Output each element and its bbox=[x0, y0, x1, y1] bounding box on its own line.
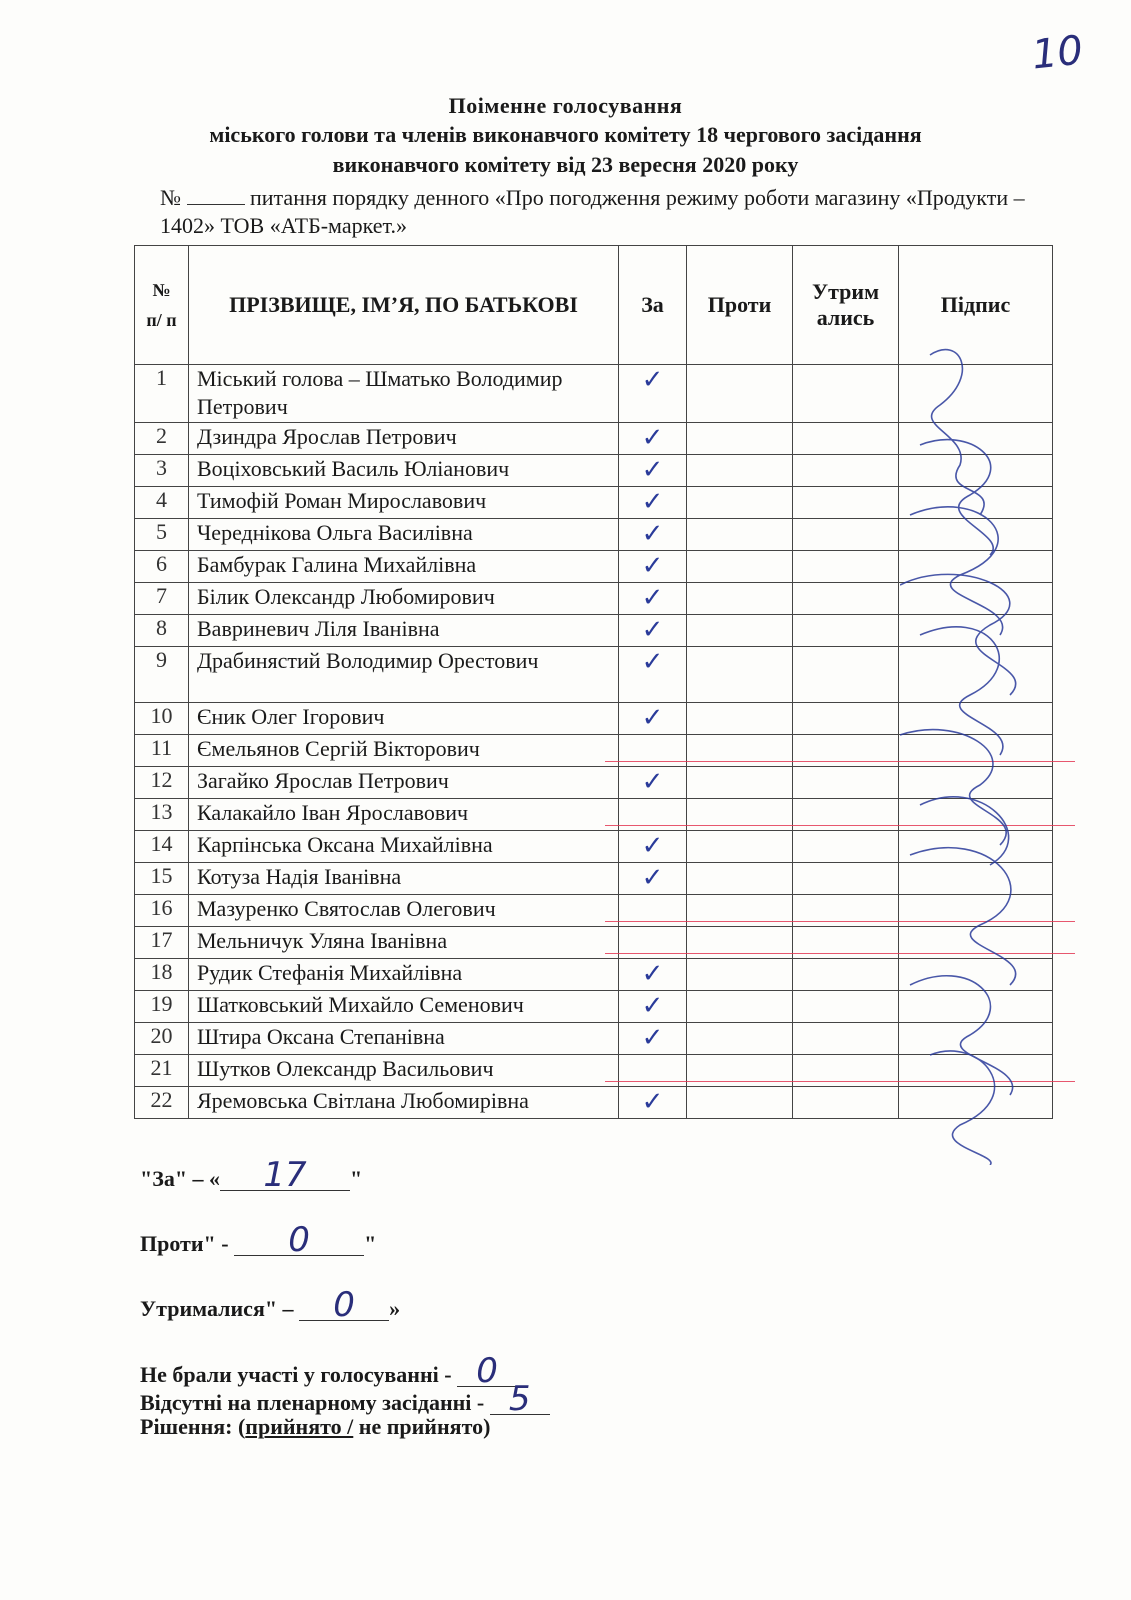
row-for-cell bbox=[619, 831, 687, 863]
check-mark-icon: ✓ bbox=[641, 615, 664, 645]
row-against-cell bbox=[687, 583, 793, 615]
row-signature-cell bbox=[899, 365, 1053, 423]
row-abstain-cell bbox=[793, 519, 899, 551]
summary-against bbox=[140, 1220, 377, 1260]
row-name: Єник Олег Ігорович bbox=[189, 703, 619, 735]
vote-table bbox=[134, 245, 1053, 1119]
row-name: Череднікова Ольга Василівна bbox=[189, 519, 619, 551]
row-signature-cell bbox=[899, 767, 1053, 799]
summary-for bbox=[140, 1155, 363, 1195]
row-for-cell bbox=[619, 703, 687, 735]
row-number: 2 bbox=[135, 423, 189, 455]
table-row bbox=[135, 799, 1053, 831]
header-name: ПРІЗВИЩЕ, ІМ’Я, ПО БАТЬКОВІ bbox=[189, 246, 619, 365]
row-number: 8 bbox=[135, 615, 189, 647]
row-abstain-cell bbox=[793, 991, 899, 1023]
summary-absent-label: Відсутні на пленарному засіданні - bbox=[140, 1390, 485, 1415]
row-for-cell bbox=[619, 767, 687, 799]
row-number: 9 bbox=[135, 647, 189, 703]
check-mark-icon: ✓ bbox=[641, 365, 664, 395]
header-signature: Підпис bbox=[899, 246, 1053, 365]
row-against-cell bbox=[687, 991, 793, 1023]
row-for-cell bbox=[619, 735, 687, 767]
row-against-cell bbox=[687, 487, 793, 519]
decision-label: Рішення: ( bbox=[140, 1414, 246, 1439]
row-abstain-cell bbox=[793, 1087, 899, 1119]
check-mark-icon: ✓ bbox=[641, 423, 664, 453]
row-against-cell bbox=[687, 799, 793, 831]
row-against-cell bbox=[687, 615, 793, 647]
row-name: Воціховський Василь Юліанович bbox=[189, 455, 619, 487]
table-row bbox=[135, 959, 1053, 991]
row-for-cell bbox=[619, 991, 687, 1023]
summary-decision bbox=[140, 1414, 490, 1440]
check-mark-icon: ✓ bbox=[641, 487, 664, 517]
row-for-cell bbox=[619, 647, 687, 703]
table-row bbox=[135, 927, 1053, 959]
summary-against-end: " bbox=[364, 1231, 377, 1256]
table-row bbox=[135, 1023, 1053, 1055]
row-for-cell bbox=[619, 895, 687, 927]
row-signature-cell bbox=[899, 991, 1053, 1023]
row-abstain-cell bbox=[793, 1055, 899, 1087]
row-for-cell bbox=[619, 1023, 687, 1055]
row-against-cell bbox=[687, 1023, 793, 1055]
row-abstain-cell bbox=[793, 767, 899, 799]
table-row bbox=[135, 455, 1053, 487]
row-against-cell bbox=[687, 1087, 793, 1119]
row-number: 21 bbox=[135, 1055, 189, 1087]
row-number: 22 bbox=[135, 1087, 189, 1119]
row-against-cell bbox=[687, 365, 793, 423]
row-for-cell bbox=[619, 551, 687, 583]
summary-against-label: Проти" - bbox=[140, 1231, 229, 1256]
row-abstain-cell bbox=[793, 703, 899, 735]
check-mark-icon: ✓ bbox=[641, 991, 664, 1021]
row-number: 13 bbox=[135, 799, 189, 831]
row-for-cell bbox=[619, 487, 687, 519]
row-for-cell bbox=[619, 799, 687, 831]
row-abstain-cell bbox=[793, 423, 899, 455]
row-number: 5 bbox=[135, 519, 189, 551]
row-signature-cell bbox=[899, 455, 1053, 487]
table-row bbox=[135, 831, 1053, 863]
table-row bbox=[135, 703, 1053, 735]
row-signature-cell bbox=[899, 927, 1053, 959]
check-mark-icon: ✓ bbox=[641, 519, 664, 549]
row-number: 17 bbox=[135, 927, 189, 959]
summary-for-label: "За" – « bbox=[140, 1166, 221, 1191]
row-name: Калакайло Іван Ярославович bbox=[189, 799, 619, 831]
row-for-cell bbox=[619, 423, 687, 455]
row-abstain-cell bbox=[793, 583, 899, 615]
row-for-cell bbox=[619, 583, 687, 615]
row-name: Штира Оксана Степанівна bbox=[189, 1023, 619, 1055]
row-name: Загайко Ярослав Петрович bbox=[189, 767, 619, 799]
check-mark-icon: ✓ bbox=[641, 863, 664, 893]
table-row bbox=[135, 519, 1053, 551]
summary-absent-value: 5 bbox=[490, 1384, 550, 1415]
row-against-cell bbox=[687, 895, 793, 927]
row-against-cell bbox=[687, 455, 793, 487]
row-name: Драбинястий Володимир Орестович bbox=[189, 647, 619, 703]
table-row bbox=[135, 615, 1053, 647]
row-for-cell bbox=[619, 959, 687, 991]
table-row bbox=[135, 767, 1053, 799]
row-for-cell bbox=[619, 519, 687, 551]
decision-rejected: не прийнято) bbox=[353, 1414, 491, 1439]
row-name: Вавриневич Ліля Іванівна bbox=[189, 615, 619, 647]
row-name: Шатковський Михайло Семенович bbox=[189, 991, 619, 1023]
row-name: Міський голова – Шматько Володимир Петрович bbox=[189, 365, 619, 423]
row-against-cell bbox=[687, 519, 793, 551]
strike-line bbox=[605, 825, 1075, 826]
row-against-cell bbox=[687, 767, 793, 799]
agenda-number-blank bbox=[187, 204, 245, 205]
table-row bbox=[135, 583, 1053, 615]
summary-for-end: " bbox=[350, 1166, 363, 1191]
table-row bbox=[135, 365, 1053, 423]
row-number: 16 bbox=[135, 895, 189, 927]
check-mark-icon: ✓ bbox=[641, 583, 664, 613]
agenda-number-sign: № bbox=[160, 185, 181, 210]
row-abstain-cell bbox=[793, 831, 899, 863]
row-name: Рудик Стефанія Михайлівна bbox=[189, 959, 619, 991]
row-signature-cell bbox=[899, 831, 1053, 863]
document-subtitle: міського голови та членів виконавчого комітету 18 чергового засідання bbox=[209, 122, 922, 147]
row-against-cell bbox=[687, 551, 793, 583]
row-for-cell bbox=[619, 365, 687, 423]
row-abstain-cell bbox=[793, 551, 899, 583]
row-name: Ємельянов Сергій Вікторович bbox=[189, 735, 619, 767]
row-name: Котуза Надія Іванівна bbox=[189, 863, 619, 895]
row-against-cell bbox=[687, 703, 793, 735]
header-for: За bbox=[619, 246, 687, 365]
summary-abstain bbox=[140, 1285, 401, 1325]
strike-line bbox=[605, 1081, 1075, 1082]
table-row bbox=[135, 1087, 1053, 1119]
row-name: Тимофій Роман Мирославович bbox=[189, 487, 619, 519]
row-name: Шутков Олександр Васильович bbox=[189, 1055, 619, 1087]
summary-abstain-value: 0 bbox=[299, 1290, 389, 1321]
row-signature-cell bbox=[899, 1023, 1053, 1055]
row-number: 19 bbox=[135, 991, 189, 1023]
table-header-row bbox=[135, 246, 1053, 365]
row-signature-cell bbox=[899, 615, 1053, 647]
row-against-cell bbox=[687, 647, 793, 703]
row-abstain-cell bbox=[793, 647, 899, 703]
strike-line bbox=[605, 761, 1075, 762]
summary-for-value: 17 bbox=[220, 1160, 350, 1191]
check-mark-icon: ✓ bbox=[641, 455, 664, 485]
row-name: Яремовська Світлана Любомирівна bbox=[189, 1087, 619, 1119]
row-signature-cell bbox=[899, 647, 1053, 703]
row-against-cell bbox=[687, 863, 793, 895]
row-signature-cell bbox=[899, 895, 1053, 927]
table-row bbox=[135, 551, 1053, 583]
row-number: 18 bbox=[135, 959, 189, 991]
row-signature-cell bbox=[899, 799, 1053, 831]
summary-against-value: 0 bbox=[234, 1225, 364, 1256]
row-signature-cell bbox=[899, 487, 1053, 519]
check-mark-icon: ✓ bbox=[641, 831, 664, 861]
table-row bbox=[135, 991, 1053, 1023]
row-number: 10 bbox=[135, 703, 189, 735]
row-number: 20 bbox=[135, 1023, 189, 1055]
row-signature-cell bbox=[899, 551, 1053, 583]
table-row bbox=[135, 647, 1053, 703]
row-against-cell bbox=[687, 1055, 793, 1087]
row-name: Мельничук Уляна Іванівна bbox=[189, 927, 619, 959]
summary-not-voted-label: Не брали участі у голосуванні - bbox=[140, 1362, 452, 1387]
row-number: 11 bbox=[135, 735, 189, 767]
check-mark-icon: ✓ bbox=[641, 959, 664, 989]
row-abstain-cell bbox=[793, 615, 899, 647]
row-against-cell bbox=[687, 959, 793, 991]
row-number: 14 bbox=[135, 831, 189, 863]
row-name: Карпінська Оксана Михайлівна bbox=[189, 831, 619, 863]
strike-line bbox=[605, 953, 1075, 954]
row-abstain-cell bbox=[793, 1023, 899, 1055]
table-row bbox=[135, 487, 1053, 519]
row-for-cell bbox=[619, 1087, 687, 1119]
row-abstain-cell bbox=[793, 735, 899, 767]
header-against: Проти bbox=[687, 246, 793, 365]
row-against-cell bbox=[687, 927, 793, 959]
check-mark-icon: ✓ bbox=[641, 551, 664, 581]
row-for-cell bbox=[619, 927, 687, 959]
document-title: Поіменне голосування bbox=[448, 93, 683, 118]
row-abstain-cell bbox=[793, 455, 899, 487]
agenda-item bbox=[160, 184, 1060, 240]
row-signature-cell bbox=[899, 703, 1053, 735]
row-number: 6 bbox=[135, 551, 189, 583]
row-name: Бамбурак Галина Михайлівна bbox=[189, 551, 619, 583]
row-signature-cell bbox=[899, 1087, 1053, 1119]
row-for-cell bbox=[619, 863, 687, 895]
check-mark-icon: ✓ bbox=[641, 703, 664, 733]
check-mark-icon: ✓ bbox=[641, 767, 664, 797]
row-signature-cell bbox=[899, 959, 1053, 991]
row-against-cell bbox=[687, 423, 793, 455]
row-signature-cell bbox=[899, 1055, 1053, 1087]
row-abstain-cell bbox=[793, 927, 899, 959]
summary-abstain-end: » bbox=[389, 1296, 401, 1321]
check-mark-icon: ✓ bbox=[641, 1023, 664, 1053]
decision-accepted: прийнято / bbox=[245, 1414, 354, 1439]
agenda-text: питання порядку денного «Про погодження режиму роботи магазину «Продукти – 1402» ТОВ «АТБ-маркет.» bbox=[160, 185, 1025, 238]
row-against-cell bbox=[687, 831, 793, 863]
table-row bbox=[135, 895, 1053, 927]
row-name: Мазуренко Святослав Олегович bbox=[189, 895, 619, 927]
table-row bbox=[135, 863, 1053, 895]
summary-absent bbox=[140, 1379, 550, 1419]
check-mark-icon: ✓ bbox=[641, 647, 664, 677]
check-mark-icon: ✓ bbox=[641, 1087, 664, 1117]
row-number: 4 bbox=[135, 487, 189, 519]
table-row bbox=[135, 735, 1053, 767]
row-abstain-cell bbox=[793, 863, 899, 895]
row-name: Дзиндра Ярослав Петрович bbox=[189, 423, 619, 455]
row-number: 15 bbox=[135, 863, 189, 895]
row-signature-cell bbox=[899, 423, 1053, 455]
document-subtitle-date: виконавчого комітету від 23 вересня 2020 року bbox=[332, 152, 799, 177]
row-signature-cell bbox=[899, 735, 1053, 767]
row-number: 1 bbox=[135, 365, 189, 423]
table-row bbox=[135, 423, 1053, 455]
header-num: № п/ п bbox=[135, 246, 189, 365]
row-number: 3 bbox=[135, 455, 189, 487]
strike-line bbox=[605, 921, 1075, 922]
row-number: 7 bbox=[135, 583, 189, 615]
page-number: 10 bbox=[1029, 27, 1086, 79]
row-for-cell bbox=[619, 615, 687, 647]
row-for-cell bbox=[619, 455, 687, 487]
summary-abstain-label: Утрималися" – bbox=[140, 1296, 294, 1321]
row-abstain-cell bbox=[793, 895, 899, 927]
row-signature-cell bbox=[899, 583, 1053, 615]
row-signature-cell bbox=[899, 519, 1053, 551]
row-abstain-cell bbox=[793, 799, 899, 831]
row-for-cell bbox=[619, 1055, 687, 1087]
row-number: 12 bbox=[135, 767, 189, 799]
summary-not-voted-value: 0 bbox=[457, 1356, 517, 1387]
row-name: Білик Олександр Любомирович bbox=[189, 583, 619, 615]
row-signature-cell bbox=[899, 863, 1053, 895]
row-abstain-cell bbox=[793, 365, 899, 423]
row-against-cell bbox=[687, 735, 793, 767]
row-abstain-cell bbox=[793, 959, 899, 991]
table-row bbox=[135, 1055, 1053, 1087]
row-abstain-cell bbox=[793, 487, 899, 519]
header-abstain: Утрим ались bbox=[793, 246, 899, 365]
